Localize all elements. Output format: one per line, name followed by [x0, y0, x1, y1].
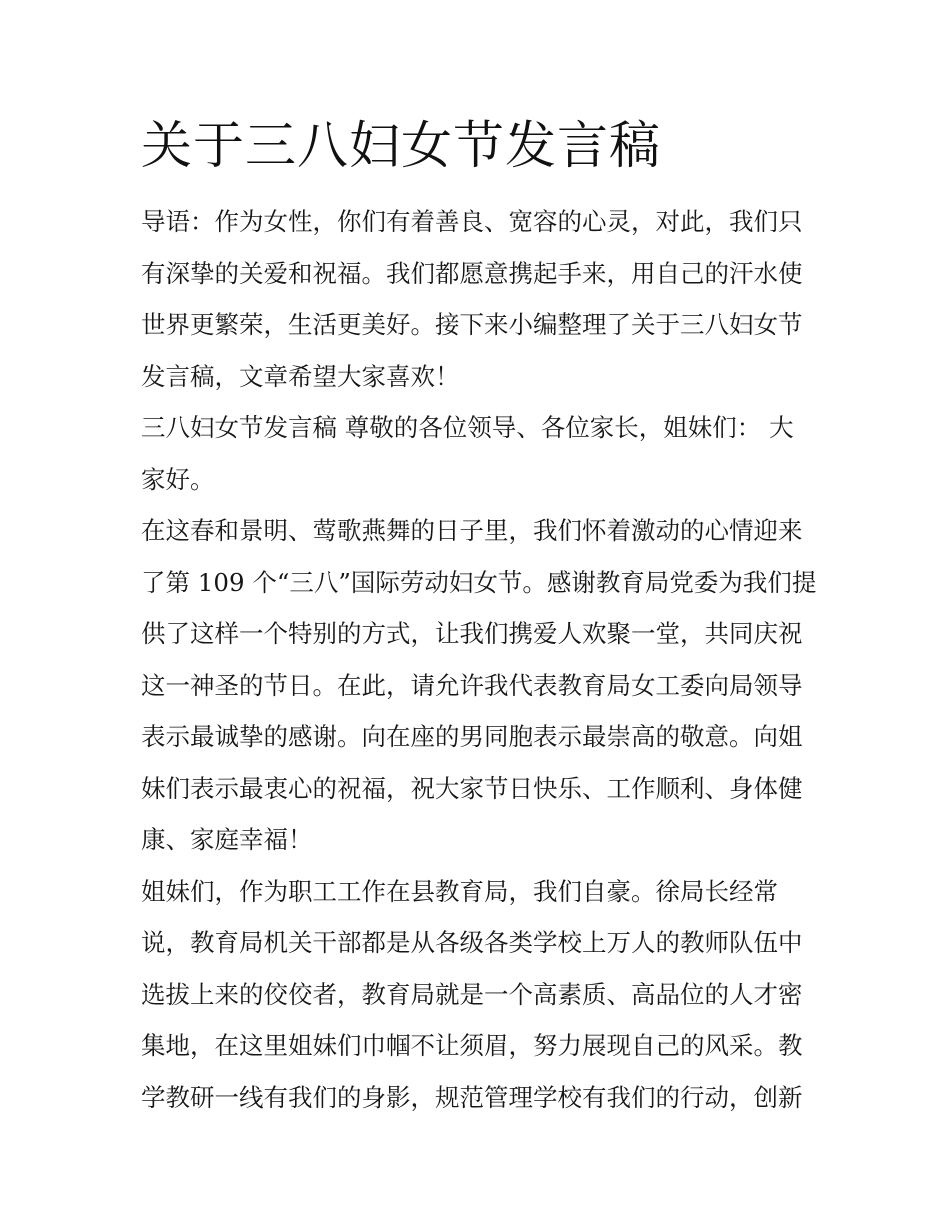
text-line: 学教研一线有我们的身影，规范管理学校有我们的行动，创新 — [141, 1082, 803, 1112]
text-line: 表示最诚挚的感谢。向在座的男同胞表示最崇高的敬意。向姐 — [141, 722, 803, 751]
text-line: 姐妹们，作为职工工作在县教育局，我们自豪。徐局长经常 — [141, 876, 778, 906]
text-line: 世界更繁荣，生活更美好。接下来小编整理了关于三八妇女节 — [141, 310, 803, 339]
paragraph-sisters — [141, 866, 813, 1124]
paragraph-celebration — [141, 505, 817, 866]
text-line: 在这春和景明、莺歌燕舞的日子里，我们怀着激动的心情迎来 — [141, 516, 803, 545]
text-line: 这一神圣的节日。在此，请允许我代表教育局女工委向局领导 — [141, 670, 803, 700]
text-line: 说，教育局机关干部都是从各级各类学校上万人的教师队伍中 — [141, 928, 803, 957]
text-line: 有深挚的关爱和祝福。我们都愿意携起手来，用自己的汗水使 — [141, 258, 803, 288]
paragraph-intro — [141, 196, 813, 402]
text-line: 导语：作为女性，你们有着善良、宽容的心灵，对此，我们只 — [141, 207, 803, 236]
text-line: 妹们表示最衷心的祝福，祝大家节日快乐、工作顺利、身体健 — [141, 773, 803, 803]
text-line: 家好。 — [141, 464, 215, 494]
text-line: 选拔上来的佼佼者，教育局就是一个高素质、高品位的人才密 — [141, 979, 803, 1009]
text-line: 供了这样一个特别的方式，让我们携爱人欢聚一堂，共同庆祝 — [141, 619, 803, 648]
text-line: 发言稿，文章希望大家喜欢！ — [141, 361, 460, 391]
text-line: 集地，在这里姐妹们巾帼不让须眉，努力展现自己的风采。教 — [141, 1031, 803, 1060]
text-line: 康、家庭幸福！ — [141, 825, 313, 854]
document-body — [141, 110, 817, 1123]
paragraph-greeting — [141, 402, 813, 505]
text-line: 三八妇女节发言稿 尊敬的各位领导、各位家长，姐妹们： 大 — [141, 413, 794, 442]
document-title: 关于三八妇女节发言稿 — [141, 117, 662, 176]
text-line: 了第 109 个“三八”国际劳动妇女节。感谢教育局党委为我们提 — [141, 567, 817, 597]
